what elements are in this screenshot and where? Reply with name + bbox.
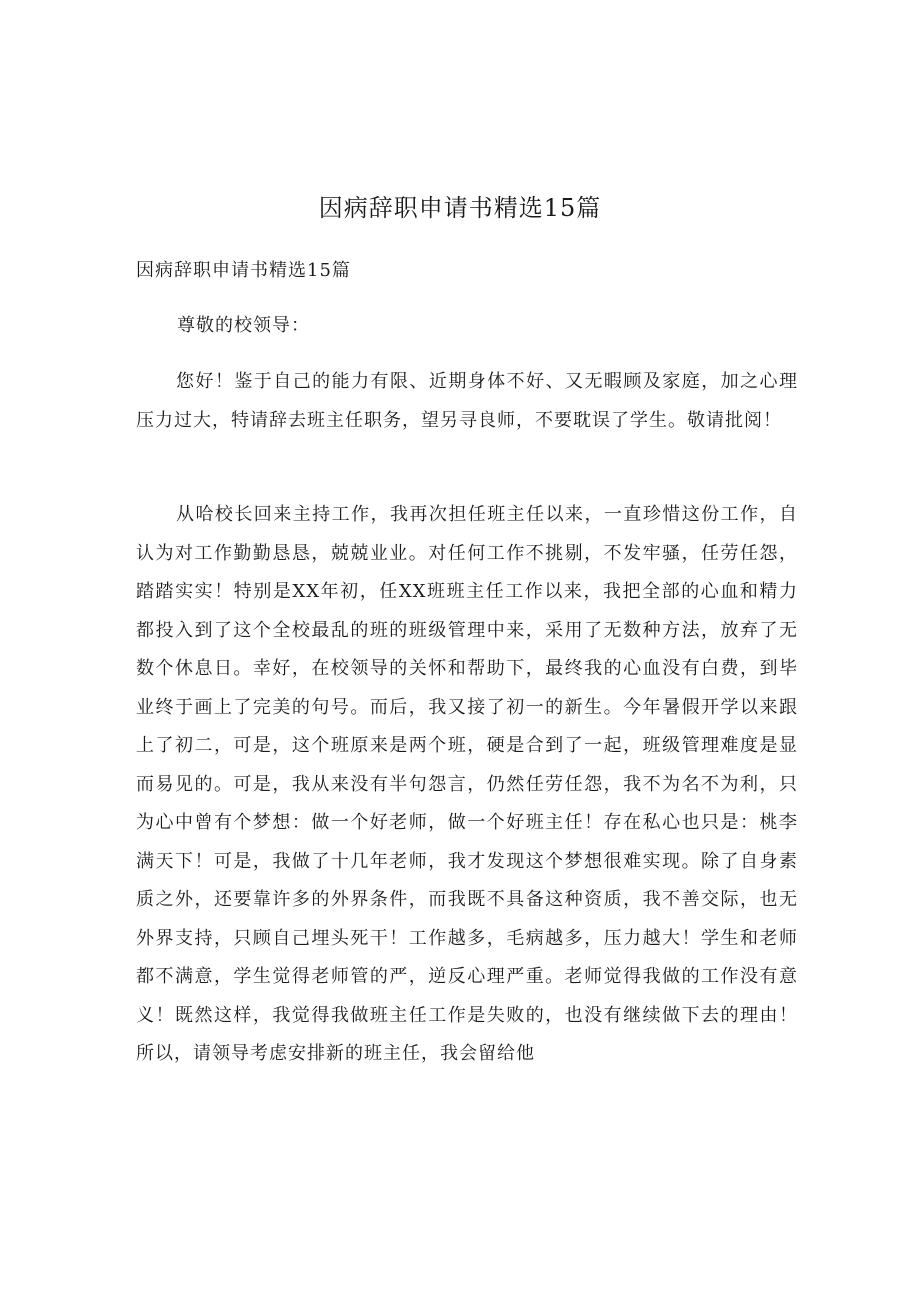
salutation: 尊敬的校领导： bbox=[177, 315, 310, 336]
paragraph: 您好！鉴于自己的能力有限、近期身体不好、又无暇顾及家庭，加之心理压力过大，特请辞去班主任职务，望另寻良师，不要耽误了学生。敬请批阅！ bbox=[136, 371, 798, 431]
document-subtitle: 因病辞职申请书精选15篇 bbox=[136, 260, 351, 281]
paragraph: 从哈校长回来主持工作，我再次担任班主任以来，一直珍惜这份工作，自认为对工作勤勤恳恳，兢兢业业。对任何工作不挑剔，不发牢骚，任劳任怨，踏踏实实！特别是XX年初，任XX班班主任工作以来，我把全部的心血和精力都投入到了这个全校最乱的班的班级管理中来，采用了无数种方法，放弃了无数个休息日。幸好，在校领导的关怀和帮助下，最终我的心血没有白费，到毕业终于画上了完美的句号。而后，我又接了初一的新生。今年暑假开学以来跟上了初二，可是，这个班原来是两个班，硬是合到了一起，班级管理难度是显而易见的。可是，我从来没有半句怨言，仍然任劳任怨，我不为名不为利，只为心中曾有个梦想：做一个好老师，做一个好班主任！存在私心也只是：桃李满天下！可是，我做了十几年老师，我才发现这个梦想很难实现。除了自身素质之外，还要靠许多的外界条件，而我既不具备这种资质，我不善交际，也无外界支持，只顾自己埋头死干！工作越多，毛病越多，压力越大！学生和老师都不满意，学生觉得老师管的严，逆反心理严重。老师觉得我做的工作没有意义！既然这样，我觉得我做班主任工作是失败的，也没有继续做下去的理由！所以，请领导考虑安排新的班主任，我会留给他 bbox=[136, 504, 798, 1064]
document-title: 因病辞职申请书精选15篇 bbox=[318, 194, 602, 222]
